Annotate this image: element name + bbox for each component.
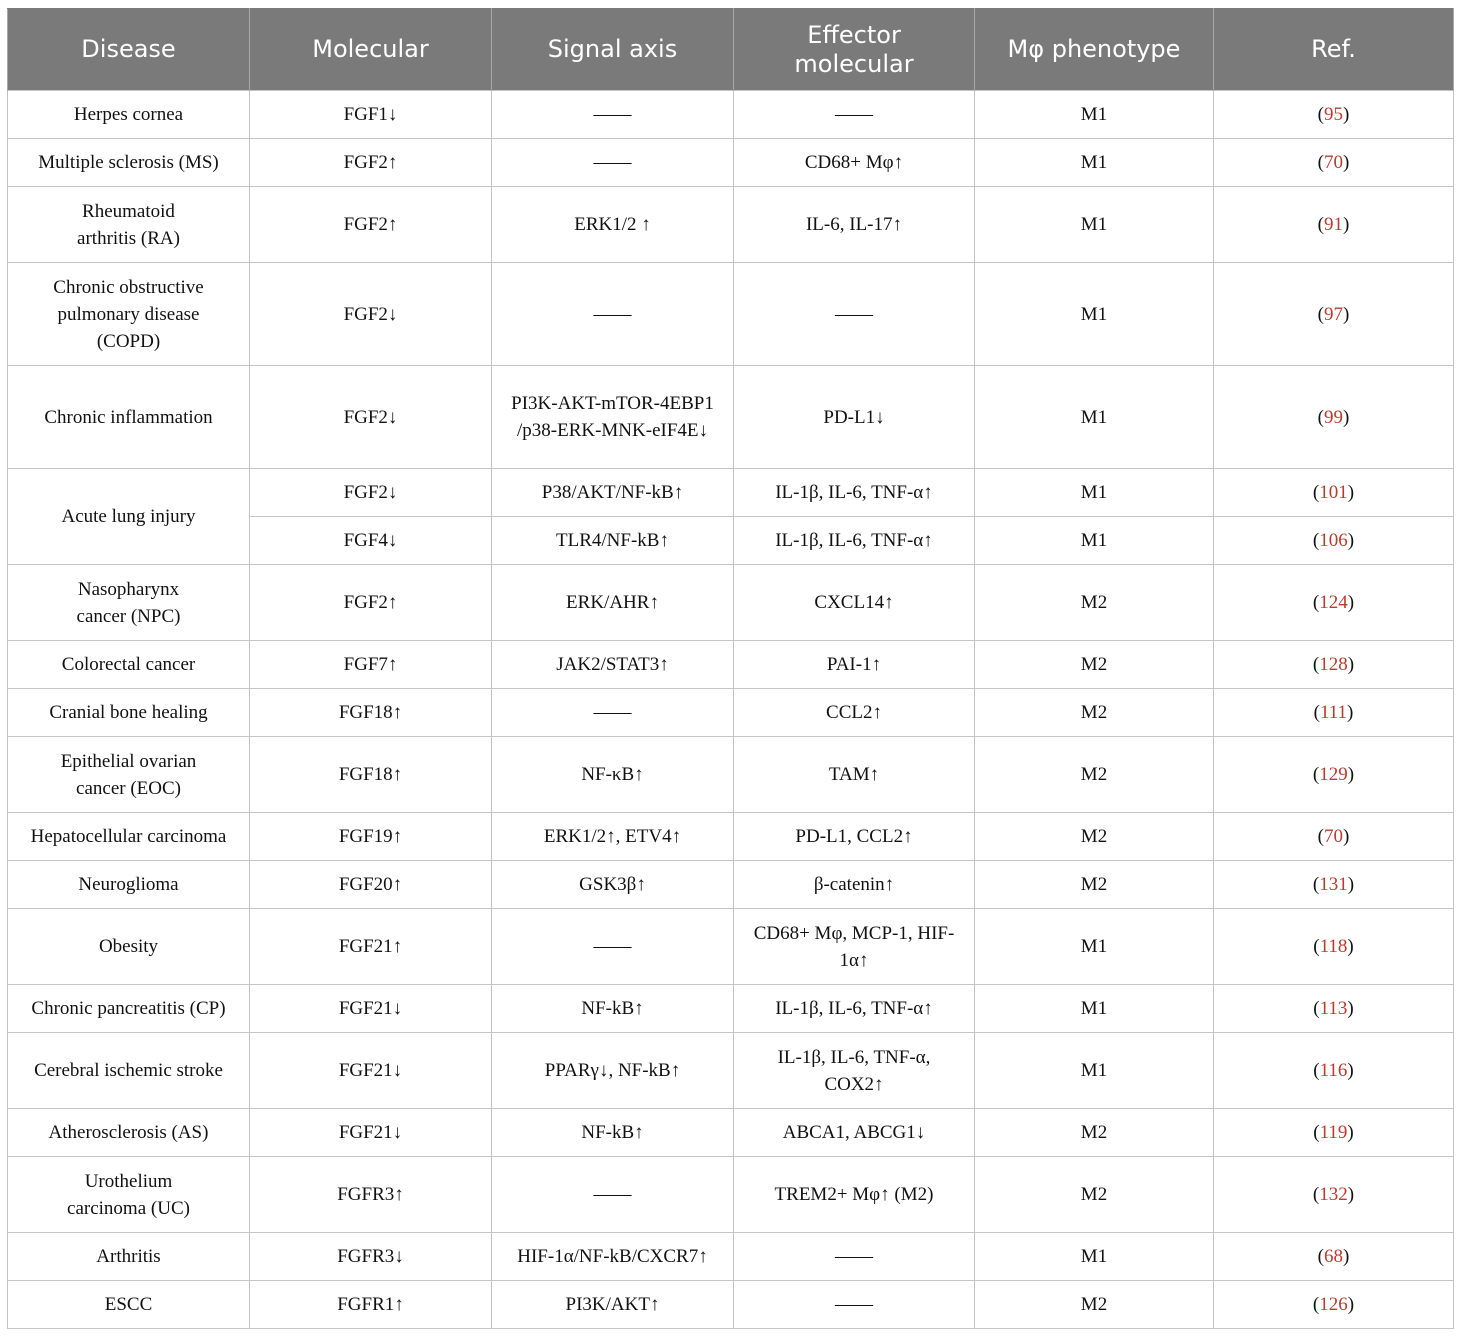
cell-effector: PAI-1↑	[734, 641, 975, 689]
ref-link[interactable]: 95	[1324, 104, 1343, 125]
cell-effector: IL-1β, IL-6, TNF-α↑	[734, 469, 975, 517]
cell-disease: Neuroglioma	[8, 861, 250, 909]
cell-ref: (91)	[1214, 187, 1454, 263]
cell-effector: PD-L1, CCL2↑	[734, 813, 975, 861]
cell-signal-axis: ——	[492, 909, 734, 985]
header-disease: Disease	[8, 9, 250, 91]
header-signal-axis: Signal axis	[492, 9, 734, 91]
cell-molecular: FGF21↓	[250, 985, 492, 1033]
cell-disease: Epithelial ovarian cancer (EOC)	[8, 737, 250, 813]
ref-link[interactable]: 131	[1319, 874, 1348, 895]
table-row	[8, 1233, 1454, 1281]
cell-molecular: FGF7↑	[250, 641, 492, 689]
cell-phenotype: M1	[975, 187, 1214, 263]
cell-phenotype: M2	[975, 861, 1214, 909]
cell-effector: TREM2+ Mφ↑ (M2)	[734, 1157, 975, 1233]
table-row	[8, 813, 1454, 861]
cell-signal-axis: ——	[492, 689, 734, 737]
cell-effector: ——	[734, 1233, 975, 1281]
cell-signal-axis: ERK/AHR↑	[492, 565, 734, 641]
table-header	[8, 9, 1454, 91]
cell-disease: Urothelium carcinoma (UC)	[8, 1157, 250, 1233]
table-row	[8, 861, 1454, 909]
header-molecular: Molecular	[250, 9, 492, 91]
header-phenotype: Mφ phenotype	[975, 9, 1214, 91]
ref-link[interactable]: 119	[1319, 1122, 1348, 1143]
cell-molecular: FGFR1↑	[250, 1281, 492, 1329]
cell-ref: (124)	[1214, 565, 1454, 641]
cell-phenotype: M1	[975, 366, 1214, 469]
cell-molecular: FGF18↑	[250, 737, 492, 813]
cell-signal-axis: ERK1/2 ↑	[492, 187, 734, 263]
ref-link[interactable]: 129	[1319, 764, 1348, 785]
cell-phenotype: M1	[975, 1033, 1214, 1109]
cell-molecular: FGF2↓	[250, 263, 492, 366]
table-row	[8, 1033, 1454, 1109]
header-ref: Ref.	[1214, 9, 1454, 91]
cell-effector: IL-6, IL-17↑	[734, 187, 975, 263]
cell-molecular: FGF2↑	[250, 187, 492, 263]
cell-molecular: FGF21↓	[250, 1033, 492, 1109]
cell-ref: (131)	[1214, 861, 1454, 909]
cell-ref: (126)	[1214, 1281, 1454, 1329]
table-row	[8, 1109, 1454, 1157]
cell-signal-axis: JAK2/STAT3↑	[492, 641, 734, 689]
cell-ref: (116)	[1214, 1033, 1454, 1109]
cell-phenotype: M2	[975, 689, 1214, 737]
cell-signal-axis: GSK3β↑	[492, 861, 734, 909]
cell-signal-axis: ——	[492, 139, 734, 187]
ref-link[interactable]: 70	[1324, 152, 1343, 173]
cell-effector: ——	[734, 91, 975, 139]
cell-disease: Nasopharynx cancer (NPC)	[8, 565, 250, 641]
table-row	[8, 985, 1454, 1033]
cell-disease: Rheumatoid arthritis (RA)	[8, 187, 250, 263]
table-row	[8, 187, 1454, 263]
cell-molecular: FGF2↑	[250, 139, 492, 187]
cell-phenotype: M2	[975, 565, 1214, 641]
table-row	[8, 737, 1454, 813]
cell-ref: (95)	[1214, 91, 1454, 139]
table-row	[8, 1281, 1454, 1329]
cell-disease: Multiple sclerosis (MS)	[8, 139, 250, 187]
cell-ref: (129)	[1214, 737, 1454, 813]
cell-disease: Cerebral ischemic stroke	[8, 1033, 250, 1109]
table-row	[8, 1157, 1454, 1233]
ref-link[interactable]: 68	[1324, 1246, 1343, 1267]
cell-signal-axis: ——	[492, 1157, 734, 1233]
cell-effector: ——	[734, 263, 975, 366]
cell-effector: IL-1β, IL-6, TNF-α↑	[734, 517, 975, 565]
ref-link[interactable]: 99	[1324, 406, 1343, 428]
cell-effector: IL-1β, IL-6, TNF-α, COX2↑	[734, 1033, 975, 1109]
cell-phenotype: M1	[975, 263, 1214, 366]
fgf-macrophage-table	[7, 8, 1454, 1329]
cell-disease: Herpes cornea	[8, 91, 250, 139]
cell-effector: IL-1β, IL-6, TNF-α↑	[734, 985, 975, 1033]
ref-link[interactable]: 118	[1319, 936, 1348, 957]
cell-signal-axis: PI3K/AKT↑	[492, 1281, 734, 1329]
cell-effector: β-catenin↑	[734, 861, 975, 909]
ref-link[interactable]: 124	[1319, 592, 1348, 613]
cell-effector: ABCA1, ABCG1↓	[734, 1109, 975, 1157]
cell-disease: Cranial bone healing	[8, 689, 250, 737]
cell-phenotype: M2	[975, 813, 1214, 861]
cell-effector: CCL2↑	[734, 689, 975, 737]
ref-link[interactable]: 126	[1319, 1294, 1348, 1315]
cell-phenotype: M2	[975, 1157, 1214, 1233]
cell-ref: (119)	[1214, 1109, 1454, 1157]
table-row	[8, 565, 1454, 641]
cell-ref: (132)	[1214, 1157, 1454, 1233]
cell-effector: CD68+ Mφ↑	[734, 139, 975, 187]
cell-ref: (113)	[1214, 985, 1454, 1033]
cell-molecular: FGF4↓	[250, 517, 492, 565]
cell-disease: Chronic obstructive pulmonary disease (COPD)	[8, 263, 250, 366]
cell-molecular: FGF2↑	[250, 565, 492, 641]
cell-phenotype: M2	[975, 1281, 1214, 1329]
ref-link[interactable]: 128	[1319, 654, 1348, 675]
table-row	[8, 641, 1454, 689]
cell-disease: Chronic pancreatitis (CP)	[8, 985, 250, 1033]
cell-molecular: FGF21↓	[250, 1109, 492, 1157]
cell-effector: ——	[734, 1281, 975, 1329]
cell-disease: Chronic inflammation	[8, 366, 250, 469]
ref-link[interactable]: 70	[1324, 826, 1343, 847]
cell-phenotype: M1	[975, 517, 1214, 565]
cell-effector: CD68+ Mφ, MCP-1, HIF-1α↑	[734, 909, 975, 985]
cell-molecular: FGF18↑	[250, 689, 492, 737]
ref-link[interactable]: 97	[1324, 303, 1343, 325]
header-row	[8, 9, 1454, 91]
cell-signal-axis: ——	[492, 263, 734, 366]
cell-signal-axis: ——	[492, 91, 734, 139]
table-row	[8, 139, 1454, 187]
header-effector-molecular: Effector molecular	[734, 9, 975, 91]
cell-molecular: FGF2↓	[250, 366, 492, 469]
ref-link[interactable]: 132	[1319, 1184, 1348, 1205]
cell-effector: PD-L1↓	[734, 366, 975, 469]
cell-phenotype: M1	[975, 1233, 1214, 1281]
cell-molecular: FGF21↑	[250, 909, 492, 985]
cell-phenotype: M1	[975, 469, 1214, 517]
cell-signal-axis: HIF-1α/NF-kB/CXCR7↑	[492, 1233, 734, 1281]
table-row	[8, 366, 1454, 469]
cell-ref: (128)	[1214, 641, 1454, 689]
cell-disease: Atherosclerosis (AS)	[8, 1109, 250, 1157]
cell-phenotype: M2	[975, 1109, 1214, 1157]
table-body	[8, 91, 1454, 1329]
cell-signal-axis: NF-kB↑	[492, 985, 734, 1033]
cell-ref: (101)	[1214, 469, 1454, 517]
cell-molecular: FGF2↓	[250, 469, 492, 517]
cell-ref: (106)	[1214, 517, 1454, 565]
cell-ref: (118)	[1214, 909, 1454, 985]
cell-disease: Arthritis	[8, 1233, 250, 1281]
cell-ref: (68)	[1214, 1233, 1454, 1281]
table-row	[8, 909, 1454, 985]
cell-disease: Obesity	[8, 909, 250, 985]
cell-disease: Colorectal cancer	[8, 641, 250, 689]
cell-disease: Acute lung injury	[8, 469, 250, 565]
cell-molecular: FGFR3↑	[250, 1157, 492, 1233]
cell-molecular: FGF20↑	[250, 861, 492, 909]
ref-link[interactable]: 116	[1319, 1060, 1348, 1081]
cell-ref: (97)	[1214, 263, 1454, 366]
table-row	[8, 469, 1454, 517]
table-row	[8, 91, 1454, 139]
cell-signal-axis: PPARγ↓, NF-kB↑	[492, 1033, 734, 1109]
cell-disease: ESCC	[8, 1281, 250, 1329]
cell-ref: (111)	[1214, 689, 1454, 737]
cell-signal-axis: PI3K-AKT-mTOR-4EBP1 /p38-ERK-MNK-eIF4E↓	[492, 366, 734, 469]
cell-effector: CXCL14↑	[734, 565, 975, 641]
cell-molecular: FGF1↓	[250, 91, 492, 139]
cell-signal-axis: ERK1/2↑, ETV4↑	[492, 813, 734, 861]
ref-link[interactable]: 106	[1319, 530, 1348, 551]
cell-molecular: FGF19↑	[250, 813, 492, 861]
cell-phenotype: M1	[975, 91, 1214, 139]
ref-link[interactable]: 91	[1324, 214, 1343, 235]
cell-effector: TAM↑	[734, 737, 975, 813]
cell-ref: (70)	[1214, 813, 1454, 861]
ref-link[interactable]: 113	[1319, 998, 1348, 1019]
table-row	[8, 689, 1454, 737]
cell-signal-axis: P38/AKT/NF-kB↑	[492, 469, 734, 517]
cell-phenotype: M1	[975, 985, 1214, 1033]
cell-molecular: FGFR3↓	[250, 1233, 492, 1281]
cell-phenotype: M2	[975, 737, 1214, 813]
cell-phenotype: M1	[975, 909, 1214, 985]
cell-ref: (70)	[1214, 139, 1454, 187]
cell-signal-axis: TLR4/NF-kB↑	[492, 517, 734, 565]
ref-link[interactable]: 111	[1319, 702, 1348, 723]
cell-ref: (99)	[1214, 366, 1454, 469]
table-row	[8, 263, 1454, 366]
cell-disease: Hepatocellular carcinoma	[8, 813, 250, 861]
ref-link[interactable]: 101	[1319, 482, 1348, 503]
cell-phenotype: M2	[975, 641, 1214, 689]
cell-signal-axis: NF-kB↑	[492, 1109, 734, 1157]
cell-signal-axis: NF-κB↑	[492, 737, 734, 813]
cell-phenotype: M1	[975, 139, 1214, 187]
